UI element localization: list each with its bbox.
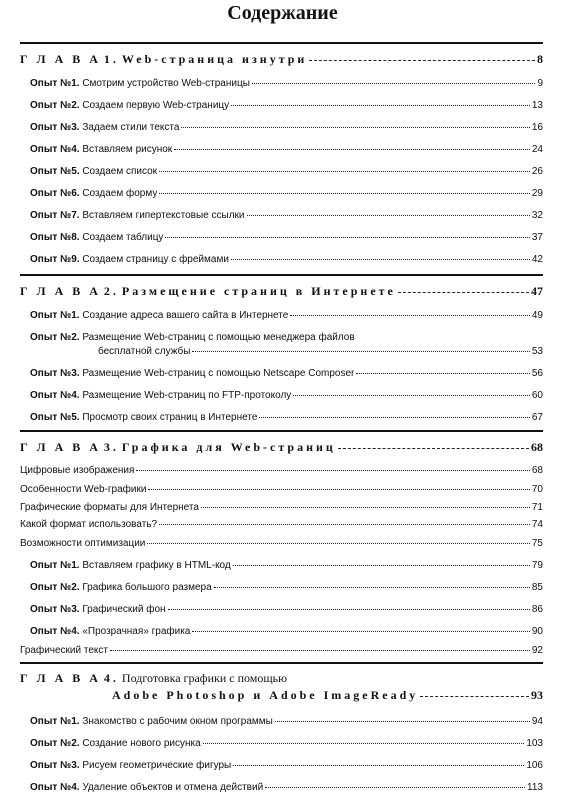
- entry-label: [30, 254, 229, 265]
- chapter-word: Г Л А В А: [20, 440, 101, 454]
- dot-leader: [201, 507, 530, 508]
- page-number: 9: [537, 78, 543, 89]
- exp-2-1[interactable]: [30, 310, 543, 321]
- page-number: 79: [531, 560, 543, 571]
- experiment-word: Опыт: [30, 100, 58, 111]
- dot-leader: [148, 489, 529, 490]
- chapter-word: Г Л А В А: [20, 284, 101, 298]
- entry-text: Вставляем графику в HTML-код: [82, 560, 231, 571]
- entry-label: [112, 688, 418, 703]
- experiment-word: Опыт: [30, 782, 58, 793]
- page-number: 86: [531, 604, 543, 615]
- page-number: 68: [531, 465, 543, 476]
- page-number: 93: [531, 688, 543, 702]
- page-number: 67: [531, 412, 543, 423]
- entry-text: Создаем таблицу: [82, 232, 164, 243]
- exp-2-2-line2[interactable]: [98, 346, 543, 357]
- experiment-word: Опыт: [30, 412, 58, 423]
- experiment-word: Опыт: [30, 254, 58, 265]
- entry-text: Просмотр своих страниц в Интернете: [82, 412, 258, 423]
- experiment-word: Опыт: [30, 390, 58, 401]
- dot-leader: [147, 543, 529, 544]
- entry-label: Особенности Web-графики: [20, 484, 147, 495]
- page-number: 47: [531, 284, 543, 298]
- dot-leader: [356, 373, 530, 374]
- experiment-number: №4.: [60, 626, 80, 637]
- entry-text: Размещение Web-страниц по FTP-протоколу: [82, 390, 292, 401]
- exp-4-3[interactable]: [30, 760, 543, 771]
- exp-1-1[interactable]: [30, 78, 543, 89]
- page-number: 68: [531, 440, 543, 454]
- experiment-number: №5.: [60, 412, 80, 423]
- exp-2-2-line1[interactable]: [30, 332, 355, 343]
- exp-2-4[interactable]: [30, 390, 543, 401]
- dot-leader: [275, 721, 530, 722]
- experiment-number: №3.: [60, 760, 80, 771]
- entry-label: [20, 52, 307, 67]
- entry-label: [30, 144, 172, 155]
- page-number: 56: [531, 368, 543, 379]
- entry-text: Задаем стили текста: [82, 122, 180, 133]
- experiment-word: Опыт: [30, 582, 58, 593]
- experiment-number: №9.: [60, 254, 80, 265]
- title-rule: [20, 42, 543, 44]
- chapter-divider: [20, 274, 543, 276]
- entry-label: [30, 310, 288, 321]
- exp-3-2[interactable]: [30, 582, 543, 593]
- dot-leader: [293, 395, 530, 396]
- page-number: 70: [531, 484, 543, 495]
- page-number: 71: [531, 502, 543, 513]
- section-3-3[interactable]: [20, 502, 543, 513]
- page-number: 53: [531, 346, 543, 357]
- experiment-word: Опыт: [30, 738, 58, 749]
- page-title: Содержание: [227, 2, 338, 24]
- exp-4-2[interactable]: [30, 738, 543, 749]
- chapter-title: Подготовка графики с помощью: [121, 671, 288, 685]
- chapter-4-line2[interactable]: [112, 688, 543, 703]
- entry-text: Смотрим устройство Web-страницы: [82, 78, 250, 89]
- chapter-title: Размещение страниц в Интернете: [121, 284, 396, 298]
- dot-leader: [231, 259, 530, 260]
- experiment-word: Опыт: [30, 78, 58, 89]
- entry-text: Создание нового рисунка: [82, 738, 201, 749]
- dot-leader: [290, 315, 530, 316]
- experiment-word: Опыт: [30, 368, 58, 379]
- chapter-word: Г Л А В А: [20, 671, 101, 685]
- entry-label: [30, 782, 263, 793]
- dot-leader: [231, 105, 530, 106]
- page-number: 74: [531, 519, 543, 530]
- entry-text: Знакомство с рабочим окном программы: [82, 716, 273, 727]
- experiment-number: №3.: [60, 122, 80, 133]
- experiment-word: Опыт: [30, 626, 58, 637]
- experiment-number: №6.: [60, 188, 80, 199]
- experiment-word: Опыт: [30, 144, 58, 155]
- dot-leader: [214, 587, 530, 588]
- page-number: 16: [531, 122, 543, 133]
- dot-leader: [159, 524, 530, 525]
- entry-label: Графический текст: [20, 645, 108, 656]
- experiment-word: Опыт: [30, 210, 58, 221]
- entry-text: Создаем первую Web-страницу: [82, 100, 230, 111]
- dot-leader: [136, 470, 529, 471]
- exp-1-6[interactable]: [30, 188, 543, 199]
- entry-label: [30, 122, 179, 133]
- dot-leader: [233, 565, 530, 566]
- entry-label: [30, 368, 354, 379]
- exp-1-4[interactable]: [30, 144, 543, 155]
- experiment-word: Опыт: [30, 332, 58, 343]
- page-number: 13: [531, 100, 543, 111]
- page-number: 24: [531, 144, 543, 155]
- experiment-number: №1.: [60, 560, 80, 571]
- entry-label: [30, 604, 166, 615]
- experiment-number: №4.: [60, 144, 80, 155]
- dot-leader: [168, 609, 530, 610]
- chapter-number: 3.: [103, 440, 119, 454]
- experiment-number: №4.: [60, 782, 80, 793]
- page-number: 29: [531, 188, 543, 199]
- experiment-number: №3.: [60, 604, 80, 615]
- section-3-4[interactable]: [20, 519, 543, 530]
- entry-label: [30, 188, 157, 199]
- chapter-title: Web-страница изнутри: [121, 52, 308, 66]
- page-number: 94: [531, 716, 543, 727]
- dot-leader: [309, 60, 535, 61]
- chapter-3-entry[interactable]: [20, 440, 543, 455]
- exp-1-3[interactable]: [30, 122, 543, 133]
- entry-label: Цифровые изображения: [20, 465, 135, 476]
- dot-leader: [338, 448, 529, 449]
- exp-3-1[interactable]: [30, 560, 543, 571]
- entry-label: [30, 716, 273, 727]
- exp-2-3[interactable]: [30, 368, 543, 379]
- entry-text: Вставляем гипертекстовые ссылки: [82, 210, 245, 221]
- experiment-number: №4.: [60, 390, 80, 401]
- chapter-page: 8: [537, 52, 543, 66]
- dot-leader: [203, 743, 525, 744]
- page-number: 26: [531, 166, 543, 177]
- experiment-word: Опыт: [30, 310, 58, 321]
- section-3-1[interactable]: [20, 465, 543, 476]
- experiment-word: Опыт: [30, 716, 58, 727]
- experiment-word: Опыт: [30, 760, 58, 771]
- entry-label: [30, 760, 231, 771]
- page-number: 106: [526, 760, 543, 771]
- entry-label: [30, 166, 157, 177]
- experiment-number: №7.: [60, 210, 80, 221]
- chapter-1-entry[interactable]: [20, 52, 543, 67]
- exp-3-4[interactable]: [30, 626, 543, 637]
- experiment-number: №2.: [60, 100, 80, 111]
- experiment-number: №8.: [60, 232, 80, 243]
- entry-text: «Прозрачная» графика: [82, 626, 191, 637]
- page-number: 32: [531, 210, 543, 221]
- entry-label: [30, 582, 212, 593]
- entry-label: [30, 78, 250, 89]
- page-number: 103: [526, 738, 543, 749]
- dot-leader: [174, 149, 530, 150]
- entry-text: Размещение Web-страниц с помощью Netscape Composer: [82, 368, 355, 379]
- dot-leader: [159, 193, 530, 194]
- page-number: 49: [531, 310, 543, 321]
- chapter-number: 2.: [103, 284, 119, 298]
- entry-text: Создание адреса вашего сайта в Интернете: [82, 310, 289, 321]
- experiment-number: №1.: [60, 310, 80, 321]
- dot-leader: [420, 696, 529, 697]
- exp-1-2[interactable]: [30, 100, 543, 111]
- entry-label: [30, 100, 229, 111]
- dot-leader: [159, 171, 530, 172]
- experiment-number: №1.: [60, 716, 80, 727]
- exp-2-5[interactable]: [30, 412, 543, 423]
- entry-label: [20, 284, 396, 299]
- entry-text: Графика большого размера: [82, 582, 212, 593]
- chapter-2-entry[interactable]: [20, 284, 543, 299]
- entry-text: Рисуем геометрические фигуры: [82, 760, 232, 771]
- chapter-word: Г Л А В А: [20, 52, 101, 66]
- entry-label: [30, 626, 190, 637]
- exp-1-7[interactable]: [30, 210, 543, 221]
- experiment-word: Опыт: [30, 604, 58, 615]
- entry-label: [30, 738, 201, 749]
- chapter-divider: [20, 430, 543, 432]
- experiment-number: №5.: [60, 166, 80, 177]
- page-number: 85: [531, 582, 543, 593]
- chapter-number: 4.: [103, 671, 119, 685]
- dot-leader: [165, 237, 529, 238]
- page-number: 37: [531, 232, 543, 243]
- exp-1-8[interactable]: [30, 232, 543, 243]
- dot-leader: [233, 765, 524, 766]
- entry-text: Размещение Web-страниц с помощью менеджера файлов: [82, 332, 355, 343]
- chapter-number: 1.: [103, 52, 119, 66]
- chapter-4-line1[interactable]: [20, 671, 287, 686]
- experiment-number: №1.: [60, 78, 80, 89]
- entry-label: [30, 390, 291, 401]
- exp-3-3[interactable]: [30, 604, 543, 615]
- entry-label: Графические форматы для Интернета: [20, 502, 199, 513]
- exp-1-9[interactable]: [30, 254, 543, 265]
- section-3-2[interactable]: [20, 484, 543, 495]
- dot-leader: [247, 215, 530, 216]
- section-3-after[interactable]: [20, 645, 543, 656]
- experiment-word: Опыт: [30, 122, 58, 133]
- entry-label: бесплатной службы: [98, 346, 191, 357]
- entry-label: Возможности оптимизации: [20, 538, 146, 549]
- dot-leader: [252, 83, 536, 84]
- entry-label: Какой формат использовать?: [20, 519, 158, 530]
- experiment-number: №2.: [60, 332, 80, 343]
- dot-leader: [259, 417, 529, 418]
- entry-label: [30, 210, 245, 221]
- entry-text: Вставляем рисунок: [82, 144, 173, 155]
- chapter-divider: [20, 662, 543, 664]
- chapter-title: Adobe Photoshop и Adobe ImageReady: [112, 688, 419, 702]
- exp-4-1[interactable]: [30, 716, 543, 727]
- page-number: 92: [531, 645, 543, 656]
- entry-text: Создаем страницу с фреймами: [82, 254, 229, 265]
- experiment-word: Опыт: [30, 166, 58, 177]
- entry-label: [30, 560, 231, 571]
- exp-4-4[interactable]: [30, 782, 543, 793]
- experiment-word: Опыт: [30, 188, 58, 199]
- exp-1-5[interactable]: [30, 166, 543, 177]
- page-number: 42: [531, 254, 543, 265]
- experiment-word: Опыт: [30, 560, 58, 571]
- page-number: 113: [527, 782, 543, 793]
- chapter-title: Графика для Web-страниц: [121, 440, 336, 454]
- experiment-number: №2.: [60, 582, 80, 593]
- experiment-number: №2.: [60, 738, 80, 749]
- dot-leader: [192, 631, 530, 632]
- section-3-5[interactable]: [20, 538, 543, 549]
- entry-text: Графический фон: [82, 604, 166, 615]
- entry-text: Удаление объектов и отмена действий: [82, 782, 264, 793]
- experiment-word: Опыт: [30, 232, 58, 243]
- entry-label: [20, 440, 336, 455]
- dot-leader: [398, 292, 529, 293]
- page-number: 60: [531, 390, 543, 401]
- dot-leader: [265, 787, 525, 788]
- dot-leader: [192, 351, 529, 352]
- page-number: 75: [531, 538, 543, 549]
- dot-leader: [181, 127, 529, 128]
- page-number: 90: [531, 626, 543, 637]
- entry-text: Создаем форму: [82, 188, 158, 199]
- dot-leader: [110, 650, 530, 651]
- entry-label: [30, 232, 163, 243]
- experiment-number: №3.: [60, 368, 80, 379]
- entry-label: [30, 412, 257, 423]
- entry-text: Создаем список: [82, 166, 158, 177]
